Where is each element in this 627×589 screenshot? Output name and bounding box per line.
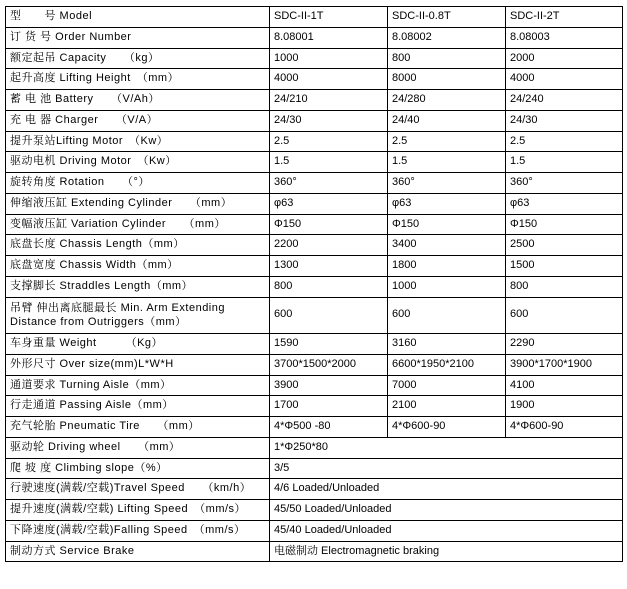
row-label: 底盘宽度 Chassis Width（mm） xyxy=(6,256,270,277)
row-value-3: Φ150 xyxy=(506,214,623,235)
row-value-1: 3900 xyxy=(270,375,388,396)
row-value-merged: 45/40 Loaded/Unloaded xyxy=(270,520,623,541)
row-value-1: 2.5 xyxy=(270,131,388,152)
table-row xyxy=(6,334,623,355)
row-value-3: 1.5 xyxy=(506,152,623,173)
row-label: 额定起吊 Capacity （kg） xyxy=(6,48,270,69)
row-value-2: 2.5 xyxy=(388,131,506,152)
table-row xyxy=(6,214,623,235)
row-value-3: 4000 xyxy=(506,69,623,90)
table-row xyxy=(6,500,623,521)
row-value-1: φ63 xyxy=(270,193,388,214)
table-row xyxy=(6,90,623,111)
row-value-2: 800 xyxy=(388,48,506,69)
table-row xyxy=(6,437,623,458)
row-value-2: φ63 xyxy=(388,193,506,214)
row-value-3: 3900*1700*1900 xyxy=(506,354,623,375)
row-value-2: Φ150 xyxy=(388,214,506,235)
row-value-merged: 1*Φ250*80 xyxy=(270,437,623,458)
row-value-2: 24/280 xyxy=(388,90,506,111)
table-row xyxy=(6,417,623,438)
row-value-3: 24/240 xyxy=(506,90,623,111)
specification-table xyxy=(5,6,623,562)
row-value-2: 600 xyxy=(388,297,506,334)
row-label: 变幅液压缸 Variation Cylinder （mm） xyxy=(6,214,270,235)
row-value-1: 1.5 xyxy=(270,152,388,173)
model-header-1: SDC-II-1T xyxy=(270,7,388,28)
row-value-merged: 电磁制动 Electromagnetic braking xyxy=(270,541,623,562)
table-header-label: 型 号 Model xyxy=(6,7,270,28)
row-value-2: 2100 xyxy=(388,396,506,417)
table-row xyxy=(6,48,623,69)
row-value-3: 2.5 xyxy=(506,131,623,152)
row-value-3: 2000 xyxy=(506,48,623,69)
row-value-2: 360° xyxy=(388,173,506,194)
table-row xyxy=(6,297,623,334)
table-row xyxy=(6,131,623,152)
row-label: 起升高度 Lifting Height （mm） xyxy=(6,69,270,90)
row-label: 制动方式 Service Brake xyxy=(6,541,270,562)
row-value-3: 4100 xyxy=(506,375,623,396)
row-value-3: 2500 xyxy=(506,235,623,256)
table-row xyxy=(6,235,623,256)
row-label: 底盘长度 Chassis Length（mm） xyxy=(6,235,270,256)
row-label: 吊臂 伸出离底腿最长 Min. Arm Extending Distance from Outriggers（mm） xyxy=(6,297,270,334)
row-value-1: 1700 xyxy=(270,396,388,417)
row-value-3: 600 xyxy=(506,297,623,334)
table-body xyxy=(6,7,623,562)
row-value-1: 600 xyxy=(270,297,388,334)
row-value-1: 1300 xyxy=(270,256,388,277)
table-row xyxy=(6,152,623,173)
row-value-3: 24/30 xyxy=(506,110,623,131)
row-value-1: Φ150 xyxy=(270,214,388,235)
row-label: 驱动轮 Driving wheel （mm） xyxy=(6,437,270,458)
row-value-2: 8.08002 xyxy=(388,27,506,48)
row-value-1: 2200 xyxy=(270,235,388,256)
row-value-1: 24/30 xyxy=(270,110,388,131)
table-row xyxy=(6,69,623,90)
table-row xyxy=(6,541,623,562)
row-label: 驱动电机 Driving Motor （Kw） xyxy=(6,152,270,173)
row-label: 外形尺寸 Over size(mm)L*W*H xyxy=(6,354,270,375)
row-label: 提升泵站Lifting Motor （Kw） xyxy=(6,131,270,152)
row-value-2: 1800 xyxy=(388,256,506,277)
row-value-3: 8.08003 xyxy=(506,27,623,48)
row-value-3: 360° xyxy=(506,173,623,194)
model-header-3: SDC-II-2T xyxy=(506,7,623,28)
row-label: 提升速度(满载/空载) Lifting Speed （mm/s） xyxy=(6,500,270,521)
row-label: 通道要求 Turning Aisle（mm） xyxy=(6,375,270,396)
row-value-1: 24/210 xyxy=(270,90,388,111)
row-value-2: 6600*1950*2100 xyxy=(388,354,506,375)
row-value-2: 1000 xyxy=(388,276,506,297)
table-row xyxy=(6,276,623,297)
row-value-3: 800 xyxy=(506,276,623,297)
row-value-2: 7000 xyxy=(388,375,506,396)
row-label: 充 电 器 Charger （V/A） xyxy=(6,110,270,131)
row-label: 旋转角度 Rotation （°） xyxy=(6,173,270,194)
table-row xyxy=(6,193,623,214)
model-header-2: SDC-II-0.8T xyxy=(388,7,506,28)
row-label: 充气轮胎 Pneumatic Tire （mm） xyxy=(6,417,270,438)
table-row xyxy=(6,520,623,541)
row-value-2: 24/40 xyxy=(388,110,506,131)
row-label: 车身重量 Weight （Kg） xyxy=(6,334,270,355)
row-value-merged: 45/50 Loaded/Unloaded xyxy=(270,500,623,521)
row-value-3: 1500 xyxy=(506,256,623,277)
row-label: 下降速度(满载/空载)Falling Speed （mm/s） xyxy=(6,520,270,541)
row-value-1: 1590 xyxy=(270,334,388,355)
table-row xyxy=(6,458,623,479)
table-row xyxy=(6,173,623,194)
row-value-3: 4*Φ600-90 xyxy=(506,417,623,438)
table-row xyxy=(6,479,623,500)
row-value-2: 4*Φ600-90 xyxy=(388,417,506,438)
row-value-merged: 3/5 xyxy=(270,458,623,479)
row-value-1: 4*Φ500 -80 xyxy=(270,417,388,438)
table-row xyxy=(6,256,623,277)
row-value-2: 3160 xyxy=(388,334,506,355)
table-header-row xyxy=(6,7,623,28)
row-label: 爬 坡 度 Climbing slope（%） xyxy=(6,458,270,479)
row-value-1: 3700*1500*2000 xyxy=(270,354,388,375)
row-value-2: 3400 xyxy=(388,235,506,256)
table-row xyxy=(6,27,623,48)
row-label: 支撑脚长 Straddles Length（mm） xyxy=(6,276,270,297)
table-row xyxy=(6,375,623,396)
table-row xyxy=(6,396,623,417)
row-label: 订 货 号 Order Number xyxy=(6,27,270,48)
row-label: 行走通道 Passing Aisle（mm） xyxy=(6,396,270,417)
row-value-1: 4000 xyxy=(270,69,388,90)
row-value-merged: 4/6 Loaded/Unloaded xyxy=(270,479,623,500)
table-row xyxy=(6,354,623,375)
row-value-1: 800 xyxy=(270,276,388,297)
row-value-2: 8000 xyxy=(388,69,506,90)
row-label: 伸缩液压缸 Extending Cylinder （mm） xyxy=(6,193,270,214)
row-label: 行驶速度(满载/空载)Travel Speed （km/h） xyxy=(6,479,270,500)
table-row xyxy=(6,110,623,131)
row-label: 蓄 电 池 Battery （V/Ah） xyxy=(6,90,270,111)
row-value-2: 1.5 xyxy=(388,152,506,173)
row-value-3: φ63 xyxy=(506,193,623,214)
row-value-1: 1000 xyxy=(270,48,388,69)
row-value-1: 8.08001 xyxy=(270,27,388,48)
row-value-1: 360° xyxy=(270,173,388,194)
row-value-3: 2290 xyxy=(506,334,623,355)
row-value-3: 1900 xyxy=(506,396,623,417)
